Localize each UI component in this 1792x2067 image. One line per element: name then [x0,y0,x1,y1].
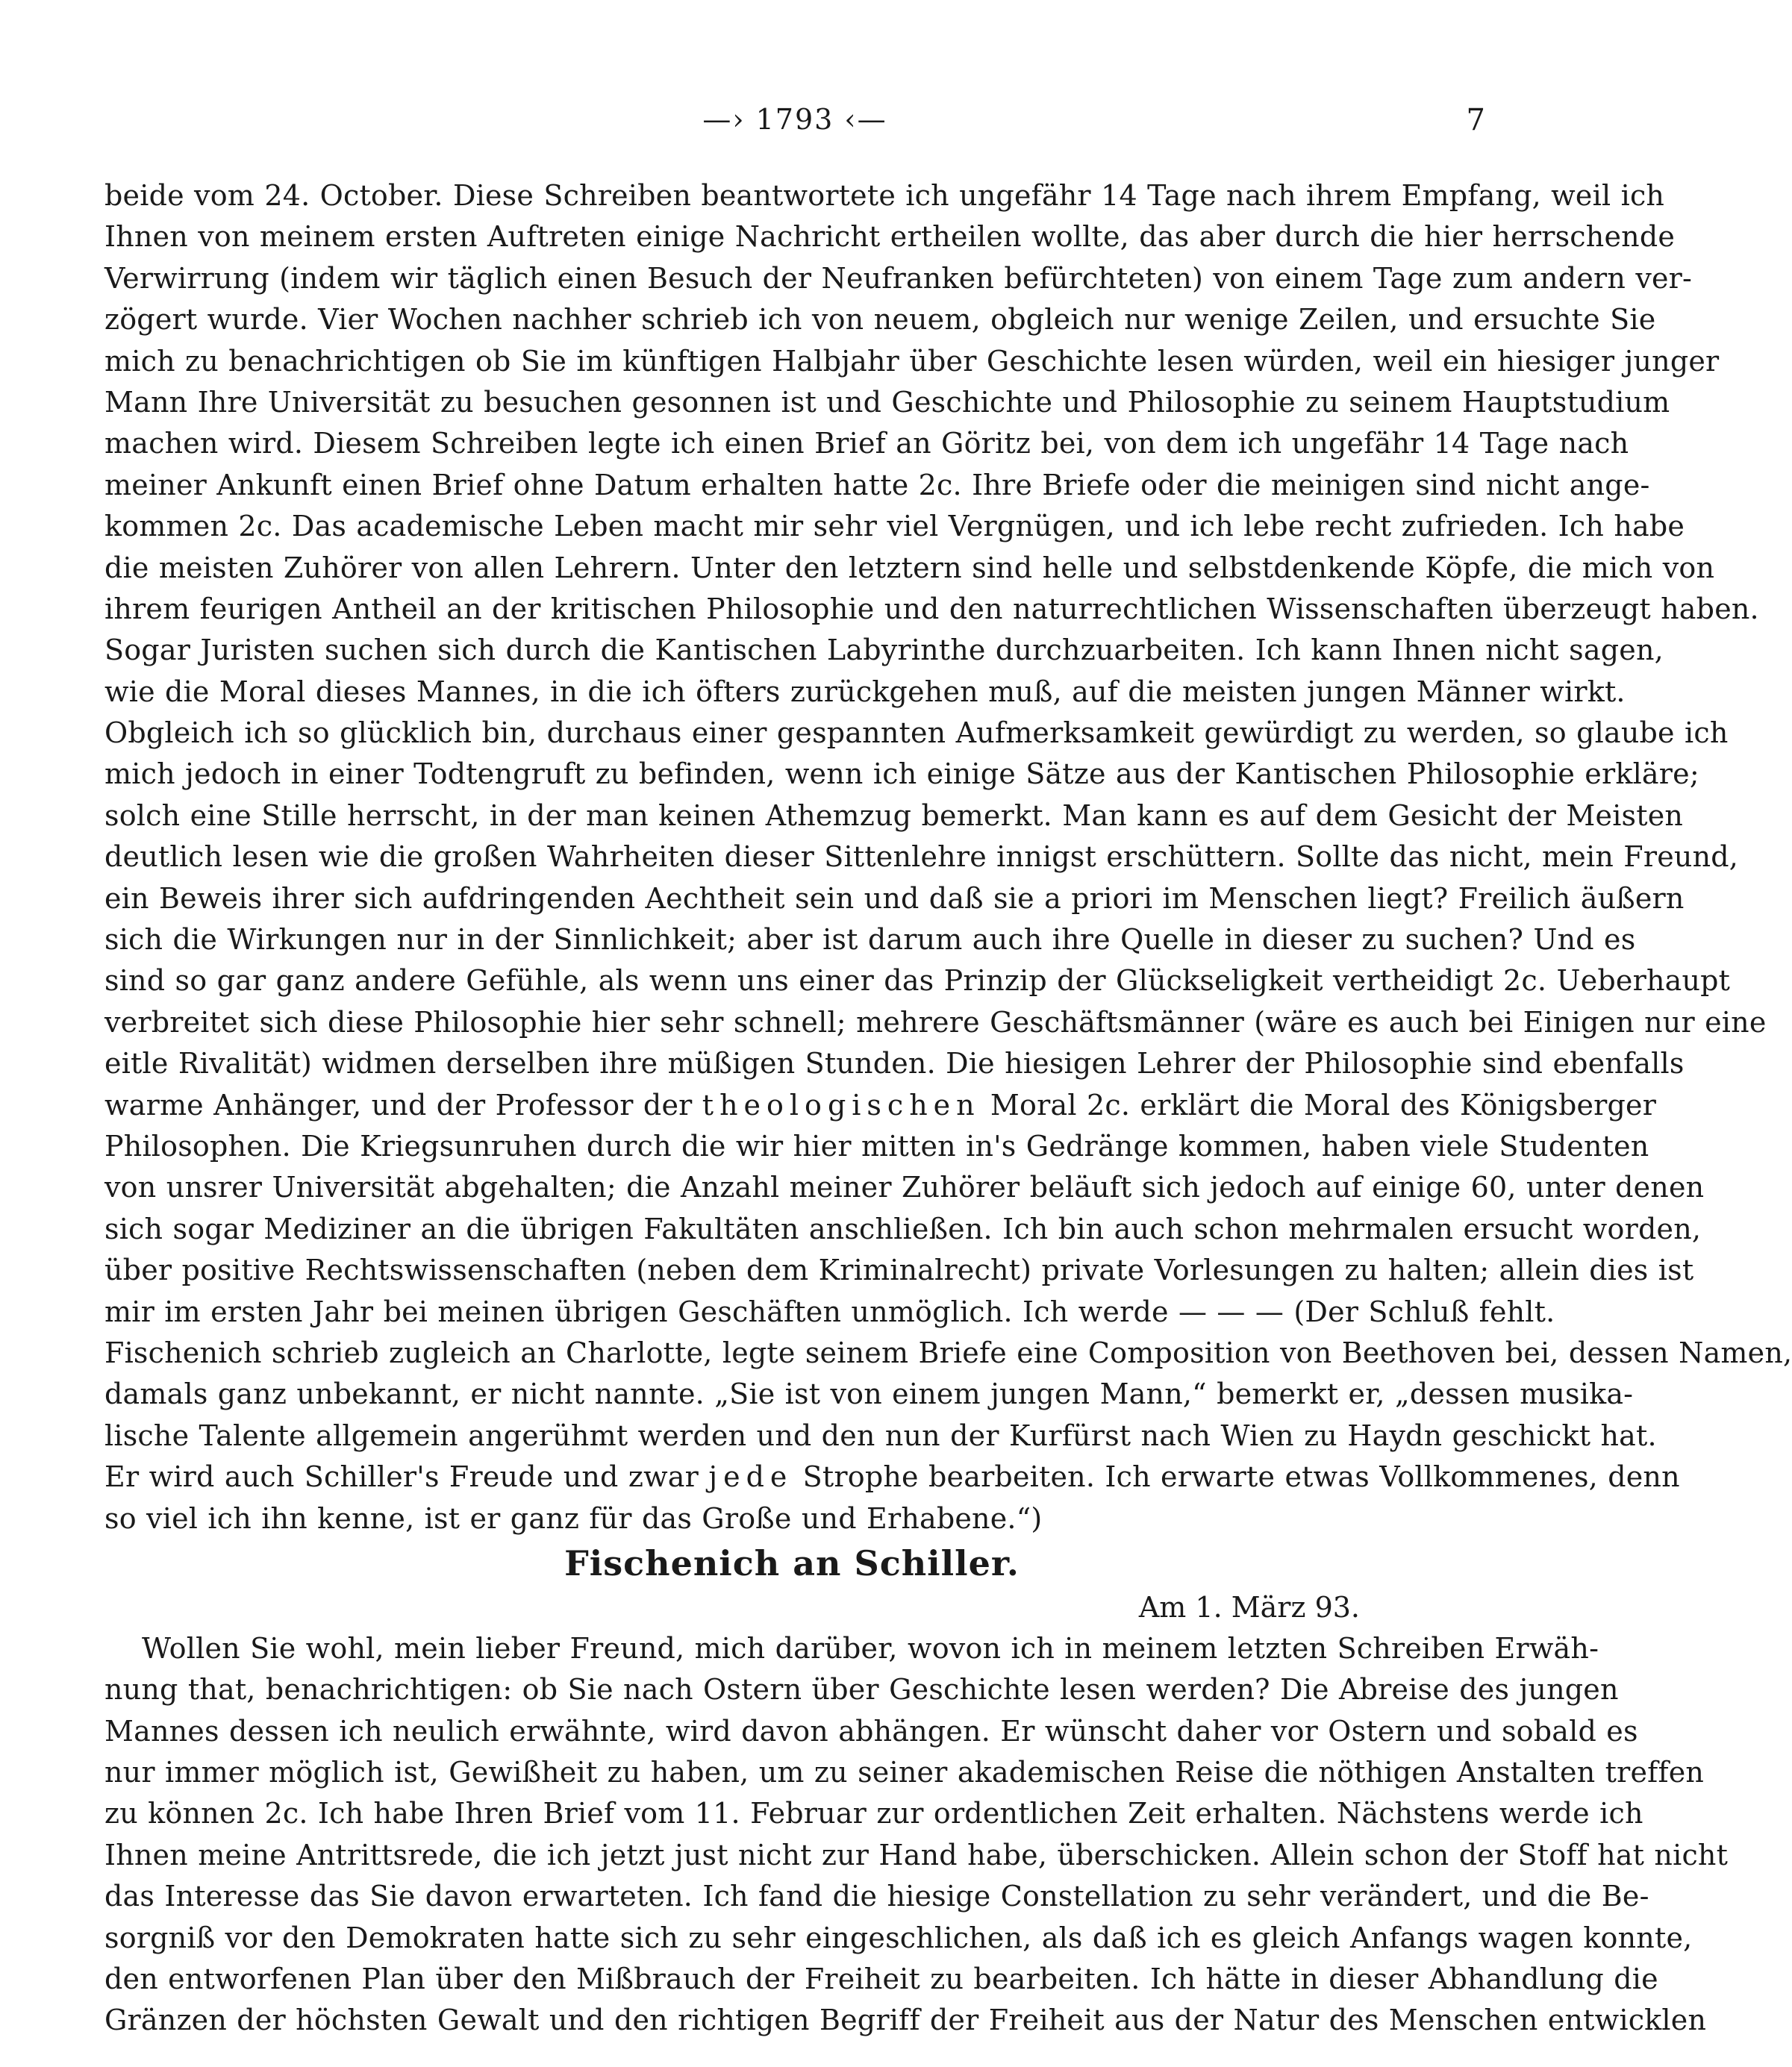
text-line: sind so gar ganz andere Gefühle, als wenn uns einer das Prinzip der Glückseligkeit vertheidigt 2c. Ueberhaupt [104,964,1731,998]
text-line: Mannes dessen ich neulich erwähnte, wird davon abhängen. Er wünscht daher vor Ostern und sobald es [104,1714,1638,1748]
text-segment: Er wird auch Schiller's Freude und zwar [104,1460,699,1494]
text-line: zögert wurde. Vier Wochen nachher schrieb ich von neuem, obgleich nur wenige Zeilen, und ersuchte Sie [104,303,1656,337]
body-text [104,175,1792,2042]
running-header [104,103,1485,140]
text-line: sorgniß vor den Demokraten hatte sich zu sehr eingeschlichen, als daß ich es gleich Anfangs wagen konnte, [104,1921,1693,1954]
text-segment: Strophe bearbeiten. Ich erwarte etwas Vollkommenes, denn [793,1460,1680,1494]
text-line: den entworfenen Plan über den Mißbrauch der Freiheit zu bearbeiten. Ich hätte in dieser Abhandlung die [104,1963,1658,1996]
text-line: Fischenich schrieb zugleich an Charlotte, legte seinem Briefe eine Composition von Beethoven bei, dessen Namen, [104,1336,1792,1369]
text-line: lische Talente allgemein angerühmt werden und den nun der Kurfürst nach Wien zu Haydn geschickt hat. [104,1419,1657,1452]
text-line: sich sogar Mediziner an die übrigen Fakultäten anschließen. Ich bin auch schon mehrmalen ersucht worden, [104,1212,1702,1245]
section-heading: Fischenich an Schiller. [564,1542,1020,1583]
text-line: Verwirrung (indem wir täglich einen Besuch der Neufranken befürchteten) von einem Tage zum andern ver- [104,261,1693,295]
text-line: sich die Wirkungen nur in der Sinnlichkeit; aber ist darum auch ihre Quelle in dieser zu suchen? Und es [104,923,1636,957]
text-line: wie die Moral dieses Mannes, in die ich öfters zurückgehen muß, auf die meisten jungen Männer wirkt. [104,675,1626,708]
text-line: damals ganz unbekannt, er nicht nannte. „Sie ist von einem jungen Mann,“ bemerkt er, „dessen musika- [104,1378,1634,1411]
letter-dateline: Am 1. März 93. [1138,1590,1360,1624]
text-line: nung that, benachrichtigen: ob Sie nach Ostern über Geschichte lesen werden? Die Abreise des jungen [104,1673,1619,1707]
text-line: ein Beweis ihrer sich aufdringenden Aechtheit sein und daß sie a priori im Menschen liegt? Freilich äußern [104,881,1685,915]
text-line: zu können 2c. Ich habe Ihren Brief vom 11. Februar zur ordentlichen Zeit erhalten. Nächstens werde ich [104,1797,1643,1830]
text-line: Mann Ihre Universität zu besuchen gesonnen ist und Geschichte und Philosophie zu seinem Hauptstudium [104,385,1670,419]
text-line: eitle Rivalität) widmen derselben ihre müßigen Stunden. Die hiesigen Lehrer der Philosophie sind ebenfalls [104,1047,1685,1081]
text-line: das Interesse das Sie davon erwarteten. Ich fand die hiesige Constellation zu sehr verändert, und die Be- [104,1880,1649,1913]
text-line: mich zu benachrichtigen ob Sie im künftigen Halbjahr über Geschichte lesen würden, weil ein hiesiger junger [104,344,1720,378]
text-line: beide vom 24. October. Diese Schreiben beantwortete ich ungefähr 14 Tage nach ihrem Empfang, weil ich [104,179,1665,212]
text-segment: warme Anhänger, und der Professor der [104,1088,693,1122]
text-line: ihrem feurigen Antheil an der kritischen Philosophie und den naturrechtlichen Wissenschaften überzeugt haben. [104,592,1759,625]
text-line: Ihnen von meinem ersten Auftreten einige Nachricht ertheilen wollte, das aber durch die hier herrschende [104,220,1676,254]
spaced-emphasis: theologischen [702,1088,981,1122]
text-line: deutlich lesen wie die großen Wahrheiten dieser Sittenlehre innigst erschüttern. Sollte das nicht, mein Freund, [104,840,1739,874]
text-line-with-spaced-word [104,1457,1680,1498]
text-line: Gränzen der höchsten Gewalt und den richtigen Begriff der Freiheit aus der Natur des Menschen entwicklen [104,2004,1707,2037]
text-line: mir im ersten Jahr bei meinen übrigen Geschäften unmöglich. Ich werde — — — (Der Schluß fehlt. [104,1295,1555,1328]
text-line: Wollen Sie wohl, mein lieber Freund, mich darüber, wovon ich in meinem letzten Schreiben Erwäh- [142,1631,1599,1665]
text-line: so viel ich ihn kenne, ist er ganz für das Große und Erhabene.“) [104,1501,1043,1535]
text-line: verbreitet sich diese Philosophie hier sehr schnell; mehrere Geschäftsmänner (wäre es auch bei Einigen nur eine [104,1005,1767,1039]
text-line: solch eine Stille herrscht, in der man keinen Athemzug bemerkt. Man kann es auf dem Gesicht der Meisten [104,798,1684,832]
text-segment: Moral 2c. erklärt die Moral des Königsberger [980,1088,1657,1122]
text-line: Obgleich ich so glücklich bin, durchaus einer gespannten Aufmerksamkeit gewürdigt zu werden, so glaube ich [104,716,1729,750]
text-line: machen wird. Diesem Schreiben legte ich einen Brief an Göritz bei, von dem ich ungefähr 14 Tage nach [104,427,1629,460]
text-line: nur immer möglich ist, Gewißheit zu haben, um zu seiner akademischen Reise die nöthigen Anstalten treffen [104,1756,1705,1789]
text-line: meiner Ankunft einen Brief ohne Datum erhalten hatte 2c. Ihre Briefe oder die meinigen sind nicht ange- [104,468,1650,501]
running-head-year: —› 1793 ‹— [702,103,887,136]
text-line: Sogar Juristen suchen sich durch die Kantischen Labyrinthe durchzuarbeiten. Ich kann Ihnen nicht sagen, [104,634,1664,667]
spaced-emphasis: jede [708,1460,793,1494]
text-line: Ihnen meine Antrittsrede, die ich jetzt just nicht zur Hand habe, überschicken. Allein schon der Stoff hat nicht [104,1838,1729,1871]
text-line: kommen 2c. Das academische Leben macht mir sehr viel Vergnügen, und ich lebe recht zufrieden. Ich habe [104,510,1685,543]
text-line: von unsrer Universität abgehalten; die Anzahl meiner Zuhörer beläuft sich jedoch auf einige 60, unter denen [104,1171,1705,1204]
text-line-with-spaced-word [104,1085,1657,1126]
text-line: die meisten Zuhörer von allen Lehrern. Unter den letztern sind helle und selbstdenkende Köpfe, die mich von [104,551,1715,584]
text-line: mich jedoch in einer Todtengruft zu befinden, wenn ich einige Sätze aus der Kantischen Philosophie erkläre; [104,757,1699,791]
page-number: 7 [1466,103,1485,137]
text-line: Philosophen. Die Kriegsunruhen durch die wir hier mitten in's Gedränge kommen, haben viele Studenten [104,1129,1649,1163]
text-line: über positive Rechtswissenschaften (neben dem Kriminalrecht) private Vorlesungen zu halten; allein dies ist [104,1254,1694,1287]
